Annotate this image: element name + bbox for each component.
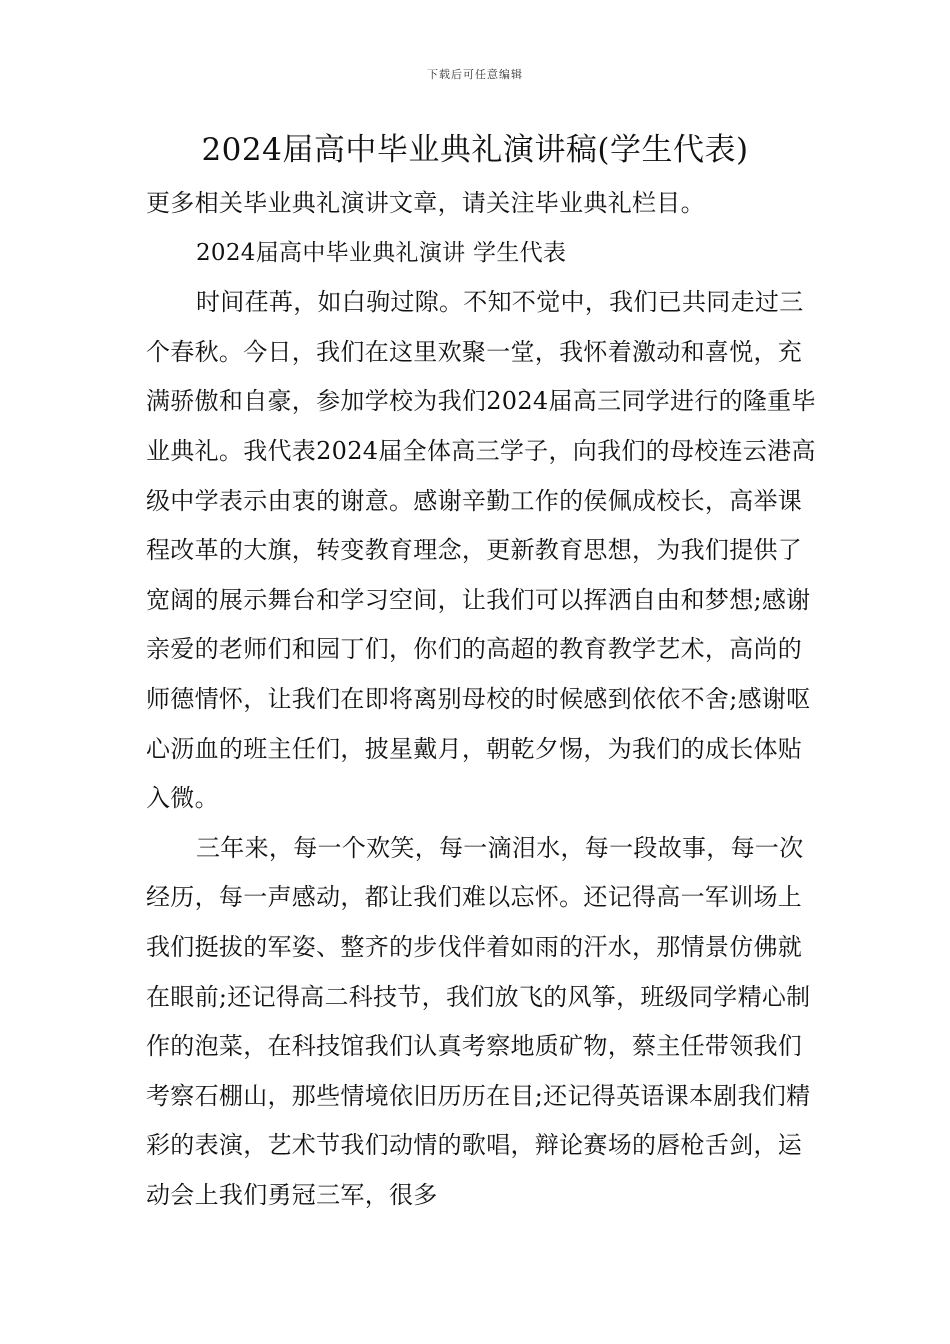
- document-subtitle: 2024届高中毕业典礼演讲 学生代表: [196, 239, 567, 266]
- document-body: [146, 179, 816, 1220]
- intro-paragraph: 更多相关毕业典礼演讲文章，请关注毕业典礼栏目。: [146, 189, 705, 217]
- document-title: 2024届高中毕业典礼演讲稿(学生代表): [201, 132, 749, 168]
- body-paragraph: 时间荏苒，如白驹过隙。不知不觉中，我们已共同走过三个春秋。今日，我们在这里欢聚一堂，我怀着激动和喜悦，充满骄傲和自豪，参加学校为我们2024届高三同学进行的隆重毕业典礼。我代表2024届全体高三学子，向我们的母校连云港高级中学表示由衷的谢意。感谢辛勤工作的侯佩成校长，高举课程改革的大旗，转变教育理念，更新教育思想，为我们提供了宽阔的展示舞台和学习空间，让我们可以挥洒自由和梦想;感谢亲爱的老师们和园丁们，你们的高超的教育教学艺术，高尚的师德情怀，让我们在即将离别母校的时候感到依依不舍;感谢呕心沥血的班主任们，披星戴月，朝乾夕惕，为我们的成长体贴入微。: [146, 288, 816, 813]
- header-note: 下载后可任意编辑: [427, 68, 523, 81]
- body-paragraph: 三年来，每一个欢笑，每一滴泪水，每一段故事，每一次经历，每一声感动，都让我们难以忘怀。还记得高一军训场上我们挺拔的军姿、整齐的步伐伴着如雨的汗水，那情景仿佛就在眼前;还记得高二科技节，我们放飞的风筝，班级同学精心制作的泡菜，在科技馆我们认真考察地质矿物，蔡主任带领我们考察石棚山，那些情境依旧历历在目;还记得英语课本剧我们精彩的表演，艺术节我们动情的歌唱，辩论赛场的唇枪舌剑，运动会上我们勇冠三军，很多: [146, 833, 811, 1209]
